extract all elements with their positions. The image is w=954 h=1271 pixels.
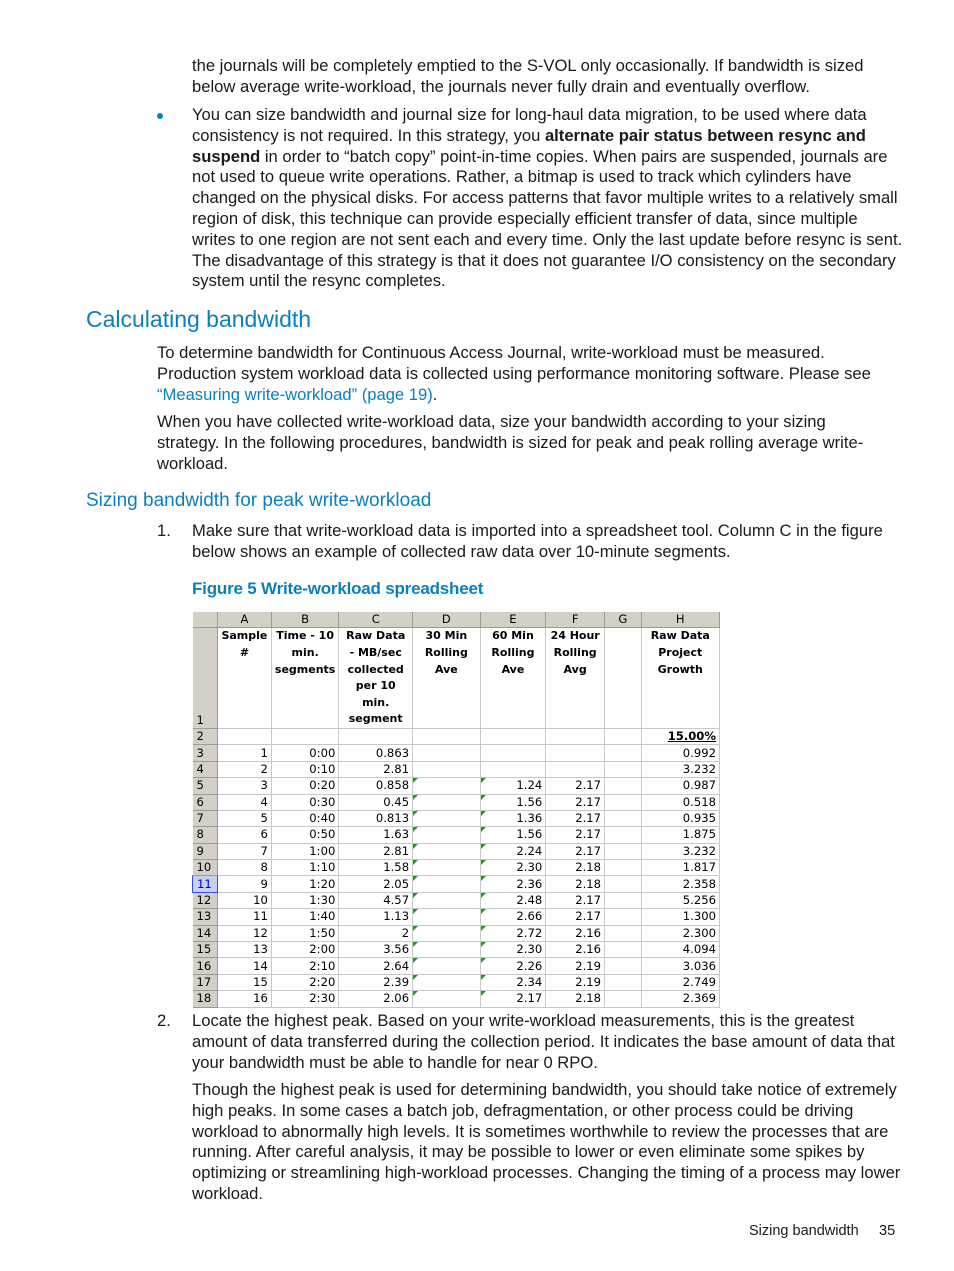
rolling-30-cell[interactable] [413, 810, 481, 826]
rolling-30-cell[interactable] [413, 892, 481, 908]
cell[interactable] [605, 728, 641, 744]
row-header[interactable]: 5 [193, 778, 218, 794]
rolling-60-cell[interactable]: 1.24 [480, 778, 546, 794]
time-cell[interactable]: 2:30 [271, 991, 338, 1007]
column-title[interactable]: 60 Min Rolling Ave [480, 628, 546, 729]
rolling-30-cell[interactable] [413, 778, 481, 794]
rolling-60-cell[interactable]: 1.56 [480, 827, 546, 843]
cell[interactable] [339, 728, 413, 744]
table-row [193, 958, 720, 974]
rolling-30-cell[interactable] [413, 958, 481, 974]
cell[interactable] [605, 892, 641, 908]
sample-cell[interactable]: 5 [217, 810, 271, 826]
cell[interactable] [605, 974, 641, 990]
sample-cell[interactable]: 1 [217, 745, 271, 761]
rolling-60-cell[interactable]: 2.48 [480, 892, 546, 908]
intro-paragraph: the journals will be completely emptied to the S-VOL only occasionally. If bandwidth is sized below average write-workload, the journals never fully drain and eventually overflow. [192, 56, 864, 96]
cell[interactable] [605, 909, 641, 925]
rolling-24h-cell[interactable]: 2.17 [546, 843, 605, 859]
cell[interactable] [605, 843, 641, 859]
growth-cell[interactable]: 2.300 [641, 925, 719, 941]
growth-cell[interactable]: 1.875 [641, 827, 719, 843]
table-row [193, 925, 720, 941]
rolling-60-cell[interactable]: 2.66 [480, 909, 546, 925]
rolling-24h-cell[interactable]: 2.19 [546, 958, 605, 974]
growth-cell[interactable]: 2.358 [641, 876, 719, 892]
row-header[interactable]: 16 [193, 958, 218, 974]
rolling-24h-cell[interactable]: 2.17 [546, 794, 605, 810]
rolling-60-cell[interactable]: 2.34 [480, 974, 546, 990]
rolling-24h-cell[interactable] [546, 745, 605, 761]
rolling-60-cell[interactable]: 2.17 [480, 991, 546, 1007]
rolling-60-cell[interactable] [480, 745, 546, 761]
rolling-30-cell[interactable] [413, 991, 481, 1007]
step-2-number: 2. [157, 1011, 171, 1030]
raw-data-cell[interactable]: 0.813 [339, 810, 413, 826]
column-header-b[interactable]: B [271, 612, 338, 628]
rolling-24h-cell[interactable]: 2.18 [546, 876, 605, 892]
cell[interactable] [271, 728, 338, 744]
column-title[interactable]: Time - 10 min. segments [271, 628, 338, 729]
time-cell[interactable]: 1:40 [271, 909, 338, 925]
column-header-d[interactable]: D [413, 612, 481, 628]
table-row [193, 974, 720, 990]
growth-cell[interactable]: 2.369 [641, 991, 719, 1007]
column-title[interactable]: Sample # [217, 628, 271, 729]
cell[interactable] [480, 728, 546, 744]
measuring-write-workload-link[interactable]: “Measuring write-workload” (page 19) [157, 384, 433, 404]
rolling-30-cell[interactable] [413, 860, 481, 876]
rolling-30-cell[interactable] [413, 761, 481, 777]
time-cell[interactable]: 2:20 [271, 974, 338, 990]
rolling-24h-cell[interactable]: 2.17 [546, 892, 605, 908]
footer-page-number: 35 [879, 1223, 896, 1239]
column-title[interactable] [605, 628, 641, 729]
rolling-30-cell[interactable] [413, 745, 481, 761]
row-header[interactable]: 7 [193, 810, 218, 826]
row-header[interactable]: 15 [193, 942, 218, 958]
select-all-corner[interactable] [193, 612, 218, 628]
column-title[interactable]: Raw Data Project Growth [641, 628, 719, 729]
sample-cell[interactable]: 9 [217, 876, 271, 892]
rolling-24h-cell[interactable]: 2.17 [546, 778, 605, 794]
growth-cell[interactable]: 4.094 [641, 942, 719, 958]
rolling-30-cell[interactable] [413, 843, 481, 859]
calc-text-end: . [432, 384, 438, 404]
bullet-text-start: You can size bandwidth and journal size for long-haul data migration, to be used where data consistency is not required. In this strategy, you [192, 105, 867, 145]
rolling-60-cell[interactable]: 2.24 [480, 843, 546, 859]
table-row [193, 876, 720, 892]
cell[interactable] [605, 958, 641, 974]
rolling-30-cell[interactable] [413, 925, 481, 941]
rolling-60-cell[interactable]: 2.30 [480, 860, 546, 876]
column-header-c[interactable]: C [339, 612, 413, 628]
table-row [193, 778, 720, 794]
footer-section-name: Sizing bandwidth [749, 1223, 859, 1239]
sample-cell[interactable]: 3 [217, 778, 271, 794]
raw-data-cell[interactable]: 2.81 [339, 843, 413, 859]
calc-paragraph-2: When you have collected write-workload data, size your bandwidth according to your sizing strategy. In the following procedures, bandwidth is sized for peak and peak rolling average write-workload. [157, 412, 864, 473]
rolling-30-cell[interactable] [413, 942, 481, 958]
calc-text: To determine bandwidth for Continuous Access Journal, write-workload must be measured. Production system workload data is collected using performance monitoring software. Please see [157, 343, 871, 383]
table-row [193, 761, 720, 777]
sample-cell[interactable]: 14 [217, 958, 271, 974]
time-cell[interactable]: 2:10 [271, 958, 338, 974]
time-cell[interactable]: 1:20 [271, 876, 338, 892]
growth-cell[interactable]: 3.232 [641, 843, 719, 859]
sample-cell[interactable]: 8 [217, 860, 271, 876]
cell[interactable] [605, 876, 641, 892]
write-workload-spreadsheet [192, 612, 720, 1006]
table-row [193, 728, 720, 744]
time-cell[interactable]: 0:50 [271, 827, 338, 843]
rolling-60-cell[interactable]: 2.30 [480, 942, 546, 958]
calc-paragraph-1 [157, 343, 902, 405]
growth-cell[interactable]: 2.749 [641, 974, 719, 990]
step-1-number: 1. [157, 521, 171, 540]
table-row [193, 942, 720, 958]
rolling-60-cell[interactable]: 2.36 [480, 876, 546, 892]
rolling-24h-cell[interactable]: 2.19 [546, 974, 605, 990]
rolling-30-cell[interactable] [413, 909, 481, 925]
cell[interactable] [605, 794, 641, 810]
table-row [193, 991, 720, 1007]
growth-cell[interactable]: 0.935 [641, 810, 719, 826]
growth-cell[interactable]: 0.987 [641, 778, 719, 794]
raw-data-cell[interactable]: 2.05 [339, 876, 413, 892]
table-row [193, 892, 720, 908]
raw-data-cell[interactable]: 2.39 [339, 974, 413, 990]
row-header[interactable]: 3 [193, 745, 218, 761]
step-2-paragraph-2: Though the highest peak is used for determining bandwidth, you should take notice of extremely high peaks. In some cases a batch job, defragmentation, or other process could be driving workload to abnormally high levels. It is sometimes worthwhile to review the processes that are running. After careful analysis, it may be possible to lower or even eliminate some spikes by optimizing or streamlining high-workload processes. Changing the timing of a process may lower workload. [192, 1080, 901, 1203]
subsection-title: Sizing bandwidth for peak write-workload [86, 490, 432, 511]
row-header[interactable]: 1 [193, 628, 218, 729]
sample-cell[interactable]: 7 [217, 843, 271, 859]
cell[interactable] [605, 761, 641, 777]
row-header[interactable]: 11 [193, 876, 218, 892]
raw-data-cell[interactable]: 2.64 [339, 958, 413, 974]
bullet-bold-text: alternate pair status between resync and suspend [192, 125, 866, 166]
raw-data-cell[interactable]: 1.13 [339, 909, 413, 925]
sample-cell[interactable]: 10 [217, 892, 271, 908]
rolling-60-cell[interactable]: 2.72 [480, 925, 546, 941]
bullet-icon [157, 113, 163, 119]
rolling-24h-cell[interactable]: 2.17 [546, 810, 605, 826]
step-1-text: Make sure that write-workload data is imported into a spreadsheet tool. Column C in the figure below shows an example of collected raw data over 10-minute segments. [192, 521, 883, 561]
column-title[interactable]: 24 Hour Rolling Avg [546, 628, 605, 729]
growth-cell[interactable]: 5.256 [641, 892, 719, 908]
rolling-24h-cell[interactable] [546, 761, 605, 777]
rolling-30-cell[interactable] [413, 827, 481, 843]
time-cell[interactable]: 1:10 [271, 860, 338, 876]
cell[interactable] [413, 728, 481, 744]
time-cell[interactable]: 0:30 [271, 794, 338, 810]
raw-data-cell[interactable]: 4.57 [339, 892, 413, 908]
row-header[interactable]: 17 [193, 974, 218, 990]
raw-data-cell[interactable]: 0.858 [339, 778, 413, 794]
rolling-30-cell[interactable] [413, 974, 481, 990]
growth-cell[interactable]: 1.817 [641, 860, 719, 876]
raw-data-cell[interactable]: 2.06 [339, 991, 413, 1007]
table-row [193, 827, 720, 843]
row-header[interactable]: 4 [193, 761, 218, 777]
time-cell[interactable]: 1:50 [271, 925, 338, 941]
step-2-text: Locate the highest peak. Based on your write-workload measurements, this is the greatest amount of data transferred during the collection period. It indicates the base amount of data that your bandwidth must be able to handle for near 0 RPO. [192, 1011, 895, 1072]
sample-cell[interactable]: 4 [217, 794, 271, 810]
column-header-a[interactable]: A [217, 612, 271, 628]
time-cell[interactable]: 0:20 [271, 778, 338, 794]
cell[interactable] [605, 991, 641, 1007]
column-header-f[interactable]: F [546, 612, 605, 628]
time-cell[interactable]: 0:40 [271, 810, 338, 826]
table-row [193, 843, 720, 859]
column-header-row [193, 612, 720, 628]
sample-cell[interactable]: 15 [217, 974, 271, 990]
sample-cell[interactable]: 2 [217, 761, 271, 777]
sample-cell[interactable]: 13 [217, 942, 271, 958]
cell[interactable] [605, 745, 641, 761]
bullet-paragraph [192, 105, 904, 292]
raw-data-cell[interactable]: 0.863 [339, 745, 413, 761]
cell[interactable] [605, 778, 641, 794]
row-header[interactable]: 6 [193, 794, 218, 810]
cell[interactable] [605, 810, 641, 826]
row-header[interactable]: 10 [193, 860, 218, 876]
growth-cell[interactable]: 1.300 [641, 909, 719, 925]
rolling-60-cell[interactable]: 1.56 [480, 794, 546, 810]
raw-data-cell[interactable]: 1.63 [339, 827, 413, 843]
sample-cell[interactable]: 11 [217, 909, 271, 925]
rolling-24h-cell[interactable]: 2.17 [546, 909, 605, 925]
cell[interactable] [605, 942, 641, 958]
cell[interactable] [605, 827, 641, 843]
cell[interactable] [605, 925, 641, 941]
figure-caption: Figure 5 Write-workload spreadsheet [192, 579, 484, 598]
column-title[interactable]: 30 Min Rolling Ave [413, 628, 481, 729]
row-header[interactable]: 18 [193, 991, 218, 1007]
row-header[interactable]: 13 [193, 909, 218, 925]
time-cell[interactable]: 1:00 [271, 843, 338, 859]
column-title[interactable]: Raw Data - MB/sec collected per 10 min. segment [339, 628, 413, 729]
growth-cell[interactable]: 3.036 [641, 958, 719, 974]
table-row [193, 810, 720, 826]
time-cell[interactable]: 1:30 [271, 892, 338, 908]
section-title: Calculating bandwidth [86, 306, 312, 332]
table-row [193, 909, 720, 925]
table-row [193, 745, 720, 761]
raw-data-cell[interactable]: 2.81 [339, 761, 413, 777]
time-cell[interactable]: 0:10 [271, 761, 338, 777]
rolling-24h-cell[interactable]: 2.18 [546, 860, 605, 876]
cell[interactable] [546, 728, 605, 744]
spreadsheet-grid [192, 612, 720, 1008]
cell[interactable] [605, 860, 641, 876]
row-header[interactable]: 12 [193, 892, 218, 908]
column-header-e[interactable]: E [480, 612, 546, 628]
cell[interactable] [217, 728, 271, 744]
rolling-60-cell[interactable]: 2.26 [480, 958, 546, 974]
raw-data-cell[interactable]: 1.58 [339, 860, 413, 876]
growth-cell[interactable]: 0.518 [641, 794, 719, 810]
bullet-text-end: in order to “batch copy” point-in-time copies. When pairs are suspended, journals are not used to queue write operations. Rather, a bitmap is used to track which cylinders have changed on the physical disks. For access patterns that favor multiple writes to a relatively small region of disk, this technique can provide especially efficient transfer of data, since multiple writes to one region are not sent each and every time. Only the last update before resync is sent. The disadvantage of this strategy is that it does not guarantee I/O consistency on the secondary system until the resync completes. [192, 146, 903, 291]
raw-data-cell[interactable]: 0.45 [339, 794, 413, 810]
raw-data-cell[interactable]: 2 [339, 925, 413, 941]
rolling-60-cell[interactable]: 1.36 [480, 810, 546, 826]
growth-cell[interactable]: 3.232 [641, 761, 719, 777]
row-header[interactable]: 9 [193, 843, 218, 859]
time-cell[interactable]: 0:00 [271, 745, 338, 761]
rolling-24h-cell[interactable]: 2.16 [546, 925, 605, 941]
time-cell[interactable]: 2:00 [271, 942, 338, 958]
growth-rate-cell[interactable]: 15.00% [641, 728, 719, 744]
rolling-24h-cell[interactable]: 2.17 [546, 827, 605, 843]
rolling-24h-cell[interactable]: 2.18 [546, 991, 605, 1007]
row-header[interactable]: 14 [193, 925, 218, 941]
row-header[interactable]: 2 [193, 728, 218, 744]
column-header-g[interactable]: G [605, 612, 641, 628]
sample-cell[interactable]: 16 [217, 991, 271, 1007]
table-row [193, 860, 720, 876]
growth-cell[interactable]: 0.992 [641, 745, 719, 761]
rolling-24h-cell[interactable]: 2.16 [546, 942, 605, 958]
rolling-30-cell[interactable] [413, 794, 481, 810]
row-header[interactable]: 8 [193, 827, 218, 843]
table-row [193, 794, 720, 810]
rolling-60-cell[interactable] [480, 761, 546, 777]
sample-cell[interactable]: 6 [217, 827, 271, 843]
sample-cell[interactable]: 12 [217, 925, 271, 941]
column-header-h[interactable]: H [641, 612, 719, 628]
rolling-30-cell[interactable] [413, 876, 481, 892]
table-row [193, 628, 720, 729]
raw-data-cell[interactable]: 3.56 [339, 942, 413, 958]
